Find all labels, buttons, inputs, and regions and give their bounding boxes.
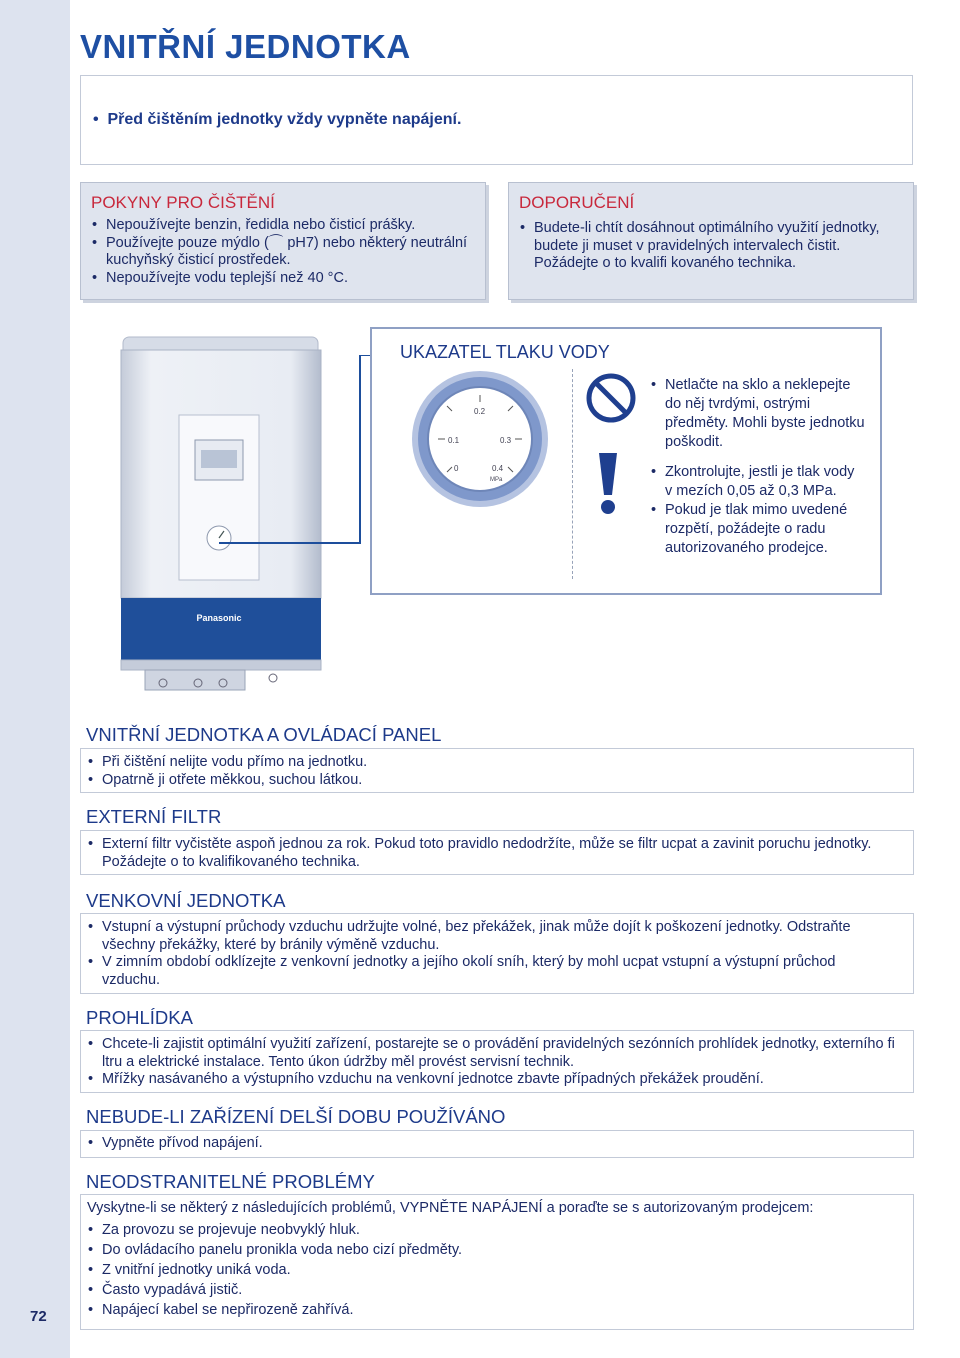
page-title: VNITŘNÍ JEDNOTKA [80,28,411,65]
section-box-inspection [80,1030,914,1093]
unsolvable-intro: Vyskytne-li se některý z následujících problémů, VYPNĚTE NAPÁJENÍ a poraďte se s autorizovaným prodejcem: [87,1200,814,1216]
section-box-unsolvable [80,1194,914,1330]
caution-item: • Pokud je tlak mimo uvedené rozpětí, požádejte o radu autorizovaného prodejce. [650,501,865,558]
inspection-item: • Chcete-li zajistit optimální využití zařízení, postarejte se o provádění pravidelných sezónních prohlídek jednotky, externího fi ltru a elektrické instalace. Tento úkon údržby měl provést servisní technik. [87,1036,909,1071]
inspection-list [87,1036,909,1089]
left-margin-strip [0,0,70,1358]
gauge-unit: MPa [490,477,503,483]
gauge-label-0: 0 [454,464,459,473]
indoor-panel-item: • Opatrně ji otřete měkkou, suchou látkou. [87,772,907,790]
gauge-label-0-4: 0.4 [492,464,504,473]
long-unused-list [87,1135,907,1153]
section-title-unsolvable: NEODSTRANITELNÉ PROBLÉMY [86,1171,375,1192]
cleaning-list [91,217,483,287]
prohibit-list [650,376,865,452]
section-box-outdoor-unit [80,913,914,994]
warning-bullet: • Před čištěním jednotky vždy vypněte napájení. [93,111,462,128]
prohibit-item: • Netlačte na sklo a neklepejte do něj tvrdými, ostrými předměty. Mohli byste jednotku poškodit. [650,376,865,452]
unsolvable-list [87,1220,907,1320]
recommendation-list [519,220,907,273]
section-title-outdoor-unit: VENKOVNÍ JEDNOTKA [86,890,286,911]
section-box-external-filter [80,830,914,875]
divider [572,369,573,579]
recommendation-item: • Budete-li chtít dosáhnout optimálního využití jednotky, budete ji muset v pravidelných intervalech čistit. Požádejte o to kvalifi kovaného technika. [519,220,907,273]
section-box-indoor-panel [80,748,914,793]
long-unused-item: • Vypněte přívod napájení. [87,1135,907,1153]
indoor-panel-item: • Při čištění nelijte vodu přímo na jednotku. [87,754,907,772]
caution-item: • Zkontrolujte, jestli je tlak vody v mezích 0,05 až 0,3 MPa. [650,463,865,501]
brand-logo: Panasonic [196,613,242,623]
indoor-panel-list [87,754,907,789]
pressure-gauge-card [370,327,882,595]
section-title-external-filter: EXTERNÍ FILTR [86,806,222,827]
section-title-indoor-panel: VNITŘNÍ JEDNOTKA A OVLÁDACÍ PANEL [86,724,442,745]
section-title-long-unused: NEBUDE-LI ZAŘÍZENÍ DELŠÍ DOBU POUŽÍVÁNO [86,1106,506,1127]
gauge-label-0-2: 0.2 [474,407,486,416]
external-filter-list [87,836,909,871]
caution-list [650,463,865,558]
unsolvable-item: • Do ovládacího panelu pronikla voda nebo cizí předměty. [87,1240,907,1260]
cleaning-item: • Nepoužívejte vodu teplejší než 40 °C. [91,270,483,288]
recommendation-title: DOPORUČENÍ [519,193,635,212]
recommendation-card [508,182,914,300]
outdoor-unit-list [87,919,887,989]
gauge-label-0-3: 0.3 [500,436,512,445]
pressure-gauge-title: UKAZATEL TLAKU VODY [400,342,610,362]
warning-text: Před čištěním jednotky vždy vypněte napájení. [107,111,462,128]
power-warning-box [80,75,913,165]
page-number: 72 [30,1308,47,1325]
gauge-label-0-1: 0.1 [448,436,460,445]
cleaning-title: POKYNY PRO ČIŠTĚNÍ [91,193,275,212]
outdoor-unit-item: • V zimním období odklízejte z venkovní jednotky a jejího okolí sníh, který by mohl ucpat vstupní a výstupní průchod vzduchu. [87,954,887,989]
section-title-inspection: PROHLÍDKA [86,1007,193,1028]
external-filter-item: • Externí filtr vyčistěte aspoň jednou za rok. Pokud toto pravidlo nedodržíte, může se filtr ucpat a zavinit poruchu jednotky. Požádejte o to kvalifikovaného technika. [87,836,909,871]
cleaning-item: • Nepoužívejte benzin, ředidla nebo čisticí prášky. [91,217,483,235]
cleaning-card [80,182,486,300]
unsolvable-item: • Často vypadává jistič. [87,1280,907,1300]
section-box-long-unused [80,1130,914,1158]
unsolvable-item: • Za provozu se projevuje neobvyklý hluk. [87,1220,907,1240]
inspection-item: • Mřížky nasávaného a výstupního vzduchu na venkovní jednotce zbavte případných překážek proudění. [87,1071,909,1089]
pressure-gauge-icon [410,369,550,509]
unsolvable-item: • Z vnitřní jednotky uniká voda. [87,1260,907,1280]
cleaning-item: • Používejte pouze mýdlo (⌒ pH7) nebo některý neutrální kuchyňský čisticí prostředek. [91,235,483,270]
outdoor-unit-item: • Vstupní a výstupní průchody vzduchu udržujte volné, bez překážek, jinak může dojít k poškození jednotky. Odstraňte všechny překážky, které by bránily výměně vzduchu. [87,919,887,954]
unsolvable-item: • Napájecí kabel se nepřirozeně zahřívá. [87,1300,907,1320]
no-entry-icon [585,372,637,424]
exclamation-icon [580,449,636,519]
